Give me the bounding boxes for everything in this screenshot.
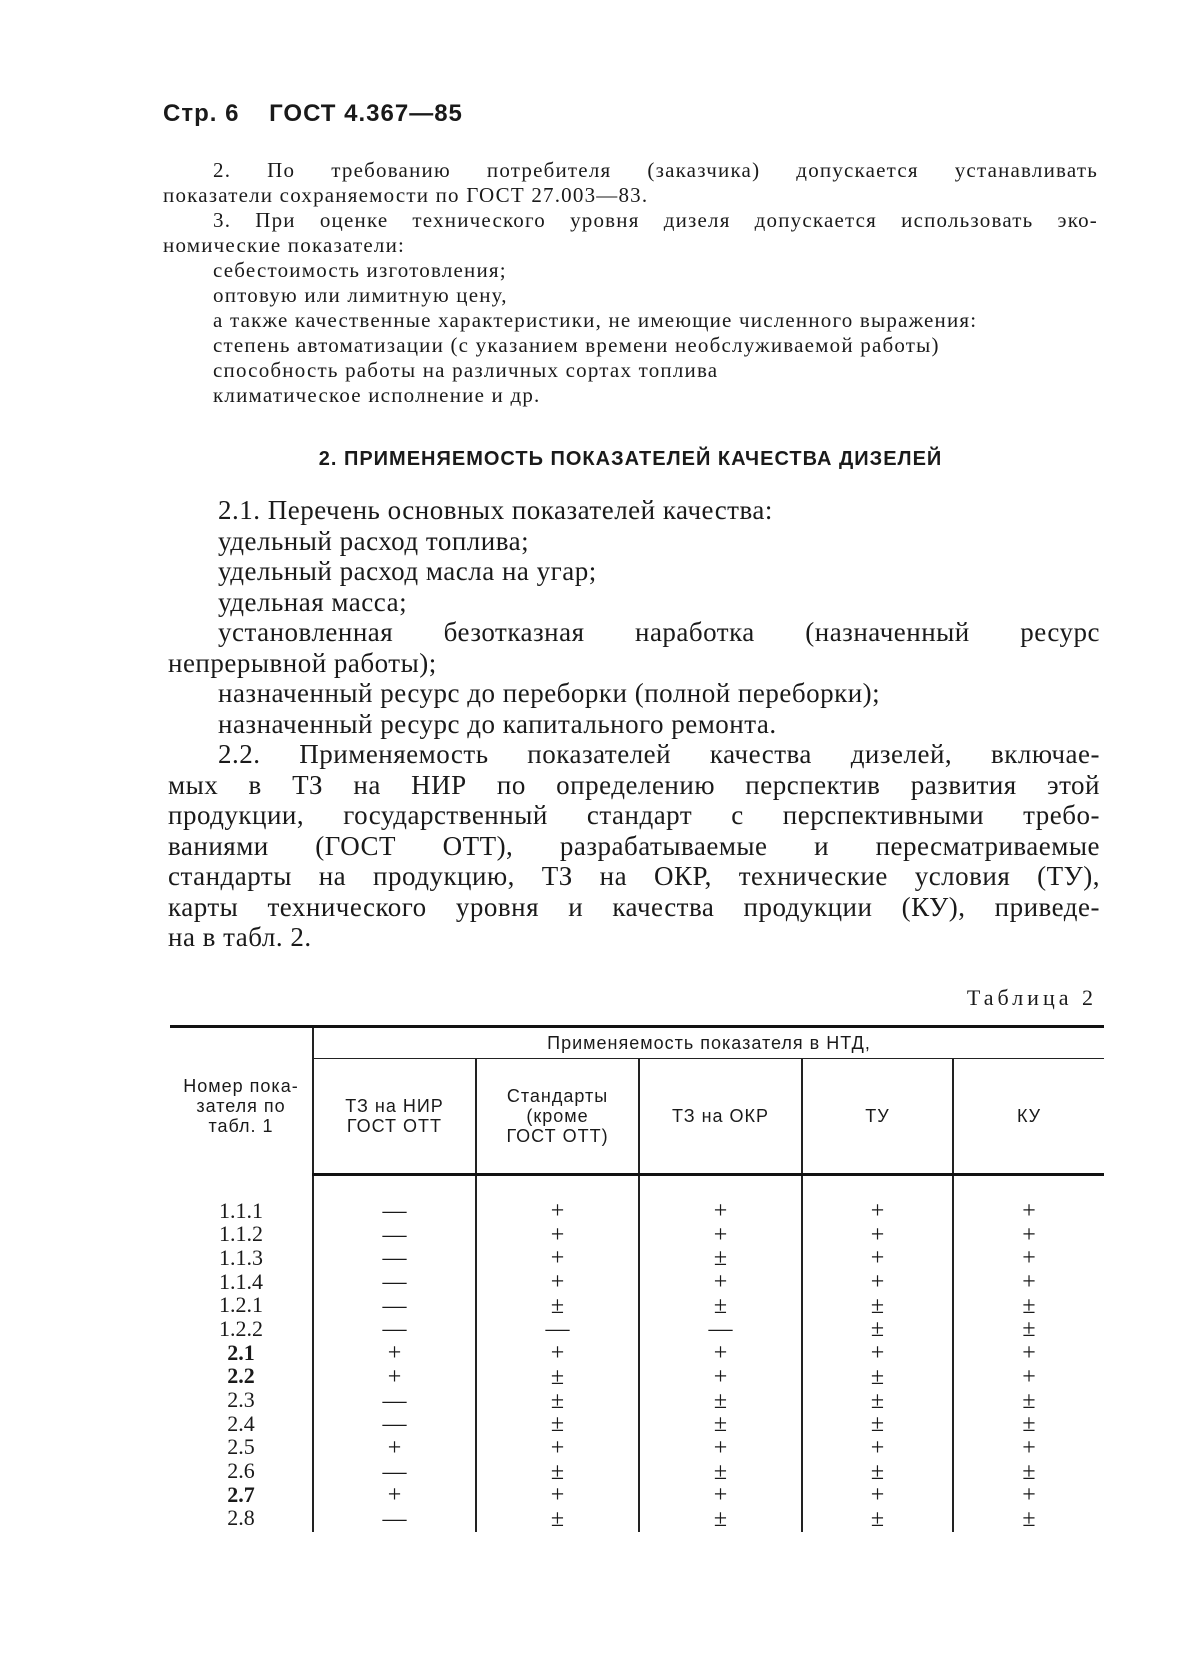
- applicability-mark: ±: [1022, 1411, 1036, 1438]
- header-line: ТЗ на НИР: [345, 1096, 444, 1116]
- note-2-line-2: показатели сохраняемости по ГОСТ 27.003—83.: [163, 183, 649, 207]
- indicator-number: 1.1.2: [219, 1221, 263, 1247]
- page-number: Стр. 6: [163, 100, 240, 127]
- ku-column: [953, 1175, 1104, 1532]
- tz-okr-column: [639, 1175, 802, 1532]
- quality-indicator-item-cont: непрерывной работы);: [168, 647, 437, 678]
- applicability-mark: ±: [550, 1505, 565, 1532]
- applicability-mark: +: [1022, 1245, 1036, 1272]
- applicability-mark: ±: [870, 1292, 885, 1319]
- tz-okr-values: [640, 1200, 801, 1532]
- applicability-mark: +: [1022, 1269, 1036, 1296]
- applicability-mark: +: [1022, 1363, 1036, 1390]
- header-line: Стандарты: [506, 1086, 609, 1106]
- applicability-mark: ±: [870, 1363, 885, 1390]
- applicability-mark: ±: [713, 1387, 728, 1414]
- indicator-number: 1.1.1: [219, 1197, 263, 1223]
- quality-indicator-item: удельный расход топлива;: [218, 525, 530, 556]
- applicability-mark: ±: [713, 1411, 728, 1438]
- tz-nir-values: [314, 1200, 475, 1532]
- applicability-mark: +: [550, 1269, 565, 1296]
- applicability-mark: +: [870, 1269, 885, 1296]
- tu-values: [803, 1200, 952, 1532]
- page-header: [163, 100, 485, 128]
- note-item: себестоимость изготовления;: [213, 258, 507, 282]
- standard-id: ГОСТ 4.367—85: [269, 100, 463, 127]
- applicability-mark: +: [870, 1434, 885, 1461]
- applicability-mark: +: [713, 1434, 728, 1461]
- applicability-mark: ±: [1022, 1387, 1036, 1414]
- applicability-mark: +: [713, 1482, 728, 1509]
- tz-nir-column: [313, 1175, 476, 1532]
- applicability-mark: +: [387, 1482, 402, 1509]
- applicability-mark: +: [550, 1198, 565, 1224]
- applicability-mark: ±: [550, 1411, 565, 1438]
- paragraph-2-2-line: карты технического уровня и качества продукции (КУ), приведе-: [168, 891, 1100, 922]
- number-list: [170, 1199, 312, 1531]
- notes-block: [163, 158, 1098, 408]
- note-item: степень автоматизации (с указанием времени необслуживаемой работы): [213, 333, 940, 357]
- quality-indicator-item: назначенный ресурс до капитального ремонта.: [218, 708, 777, 739]
- indicator-number: 2.4: [227, 1410, 255, 1436]
- quality-indicator-item: установленная безотказная наработка (назначенный ресурс: [218, 617, 1100, 647]
- applicability-mark: +: [870, 1245, 885, 1272]
- applicability-mark: +: [713, 1363, 728, 1390]
- applicability-mark: +: [550, 1340, 565, 1367]
- quality-indicator-item: удельная масса;: [218, 586, 408, 617]
- applicability-mark: ±: [713, 1505, 728, 1532]
- applicability-mark: ±: [713, 1245, 728, 1272]
- applicability-mark: +: [387, 1363, 402, 1390]
- column-header-ku: КУ: [953, 1059, 1104, 1175]
- applicability-mark: ±: [1022, 1458, 1036, 1485]
- applicability-mark: —: [382, 1292, 407, 1319]
- applicability-mark: +: [1022, 1482, 1036, 1509]
- applicability-mark: +: [387, 1434, 402, 1461]
- header-line: ГОСТ ОТТ: [346, 1116, 443, 1136]
- applicability-mark: +: [713, 1340, 728, 1367]
- indicator-number: 1.1.4: [219, 1268, 263, 1294]
- applicability-mark: +: [550, 1434, 565, 1461]
- applicability-mark: +: [1022, 1221, 1036, 1248]
- applicability-mark: +: [1022, 1340, 1036, 1367]
- indicator-number: 2.7: [227, 1481, 255, 1507]
- indicator-number: 2.8: [227, 1505, 255, 1531]
- row-header-cell: [170, 1027, 313, 1175]
- indicator-number: 2.5: [227, 1434, 255, 1460]
- applicability-mark: ±: [1022, 1316, 1036, 1343]
- applicability-mark: ±: [550, 1387, 565, 1414]
- applicability-mark: —: [382, 1198, 407, 1224]
- applicability-mark: —: [708, 1316, 733, 1343]
- applicability-mark: —: [382, 1269, 407, 1296]
- applicability-mark: —: [382, 1458, 407, 1485]
- applicability-mark: —: [382, 1411, 407, 1438]
- applicability-mark: +: [550, 1245, 565, 1272]
- paragraph-2-1: 2.1. Перечень основных показателей качества:: [218, 495, 773, 525]
- column-header-tu: ТУ: [802, 1059, 953, 1175]
- row-header-line: зателя по: [196, 1096, 286, 1116]
- note-item: климатическое исполнение и др.: [213, 383, 541, 407]
- table-caption: Таблица 2: [966, 985, 1097, 1010]
- header-line: ГОСТ ОТТ): [506, 1126, 609, 1146]
- applicability-mark: ±: [713, 1292, 728, 1319]
- indicator-number: 1.2.1: [219, 1292, 263, 1318]
- applicability-mark: —: [382, 1316, 407, 1343]
- applicability-mark: +: [550, 1482, 565, 1509]
- applicability-mark: ±: [870, 1387, 885, 1414]
- applicability-mark: ±: [1022, 1292, 1036, 1319]
- applicability-mark: ±: [1022, 1505, 1036, 1532]
- note-item: способность работы на различных сортах топлива: [213, 358, 719, 382]
- tu-column: [802, 1175, 953, 1532]
- indicator-number: 2.3: [227, 1387, 255, 1412]
- indicator-number: 2.1: [227, 1339, 255, 1365]
- applicability-mark: ±: [870, 1458, 885, 1485]
- applicability-mark: ±: [713, 1458, 728, 1485]
- column-header-tz-nir: [313, 1059, 476, 1175]
- applicability-mark: —: [382, 1387, 407, 1414]
- group-header: Применяемость показателя в НТД,: [313, 1027, 1104, 1059]
- applicability-mark: —: [382, 1505, 407, 1532]
- section-2-body: [168, 495, 1100, 953]
- applicability-mark: —: [545, 1316, 570, 1343]
- applicability-mark: +: [713, 1269, 728, 1296]
- indicator-number: 1.2.2: [219, 1315, 263, 1341]
- section-title: 2. ПРИМЕНЯЕМОСТЬ ПОКАЗАТЕЛЕЙ КАЧЕСТВА ДИЗЕЛЕЙ: [318, 448, 943, 470]
- applicability-mark: +: [550, 1221, 565, 1248]
- indicator-number-column: [170, 1175, 313, 1532]
- note-3-line-1: 3. При оценке технического уровня дизеля допускается использовать эко-: [213, 208, 1098, 232]
- applicability-mark: ±: [550, 1458, 565, 1485]
- applicability-mark: ±: [870, 1316, 885, 1343]
- indicator-number: 1.1.3: [219, 1244, 263, 1270]
- applicability-mark: ±: [870, 1411, 885, 1438]
- indicator-number: 2.6: [227, 1458, 255, 1484]
- applicability-mark: +: [870, 1198, 885, 1224]
- applicability-mark: +: [1022, 1198, 1036, 1224]
- applicability-mark: +: [713, 1198, 728, 1224]
- note-item: оптовую или лимитную цену,: [213, 283, 508, 307]
- column-header-tz-okr: ТЗ на ОКР: [639, 1059, 802, 1175]
- quality-indicator-item: удельный расход масла на угар;: [218, 556, 597, 586]
- standards-values: [477, 1200, 638, 1532]
- applicability-mark: +: [713, 1221, 728, 1248]
- applicability-mark: ±: [550, 1363, 565, 1390]
- applicability-mark: +: [870, 1340, 885, 1367]
- row-header-line: Номер пока-: [183, 1076, 299, 1096]
- applicability-mark: +: [870, 1221, 885, 1248]
- note-2-line-1: 2. По требованию потребителя (заказчика) допускается устанавливать: [213, 158, 1098, 182]
- row-header-line: табл. 1: [208, 1116, 274, 1136]
- paragraph-2-2-line: 2.2. Применяемость показателей качества дизелей, включае-: [218, 739, 1100, 769]
- note-item: а также качественные характеристики, не имеющие численного выражения:: [213, 308, 978, 332]
- paragraph-2-2-line: стандарты на продукцию, ТЗ на ОКР, технические условия (ТУ),: [168, 861, 1100, 891]
- paragraph-2-2-line: мых в ТЗ на НИР по определению перспектив развития этой: [168, 769, 1100, 800]
- quality-indicator-item: назначенный ресурс до переборки (полной переборки);: [218, 678, 881, 708]
- applicability-mark: +: [387, 1340, 402, 1367]
- ku-values: [954, 1200, 1104, 1532]
- note-3-line-2: номические показатели:: [163, 233, 406, 257]
- column-header-standards: [476, 1059, 639, 1175]
- applicability-mark: —: [382, 1245, 407, 1272]
- applicability-mark: —: [382, 1221, 407, 1248]
- standards-column: [476, 1175, 639, 1532]
- header-line: (кроме: [526, 1106, 589, 1126]
- applicability-table: [170, 1025, 1104, 1532]
- applicability-mark: +: [1022, 1434, 1036, 1461]
- paragraph-2-2-line: на в табл. 2.: [168, 922, 312, 952]
- applicability-mark: ±: [870, 1505, 885, 1532]
- indicator-number: 2.2: [227, 1363, 255, 1389]
- paragraph-2-2-line: продукции, государственный стандарт с перспективными требо-: [168, 800, 1100, 830]
- paragraph-2-2-line: ваниями (ГОСТ ОТТ), разрабатываемые и пересматриваемые: [168, 830, 1100, 861]
- applicability-mark: +: [870, 1482, 885, 1509]
- applicability-mark: ±: [550, 1292, 565, 1319]
